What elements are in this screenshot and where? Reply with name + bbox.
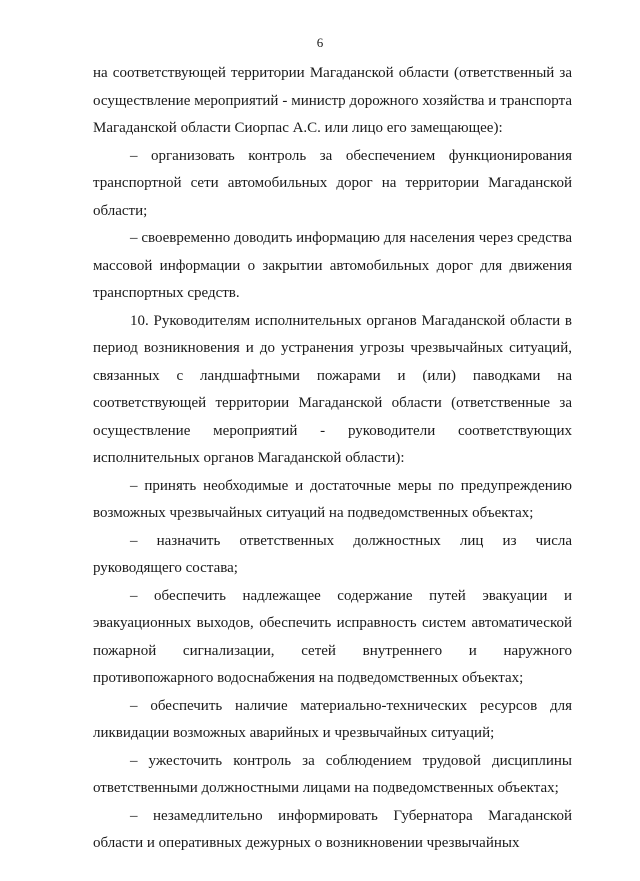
paragraph: – своевременно доводить информацию для населения через средства массовой информации о закрытии автомобильных дорог для движения транспортных средств. bbox=[93, 230, 572, 301]
paragraph: – обеспечить надлежащее содержание путей эвакуации и эвакуационных выходов, обеспечить исправность систем автоматической пожарной сигнализации, сетей внутреннего и наружного противопожарного водоснабжения на подведомственных объектах; bbox=[93, 587, 572, 686]
paragraph: – ужесточить контроль за соблюдением трудовой дисциплины ответственными должностными лицами на подведомственных объектах; bbox=[93, 752, 572, 796]
page-number: 6 bbox=[316, 35, 324, 50]
document-body bbox=[93, 60, 572, 858]
paragraph: – назначить ответственных должностных лиц из числа руководящего состава; bbox=[93, 532, 572, 576]
paragraph: 10. Руководителям исполнительных органов Магаданской области в период возникновения и до устранения угрозы чрезвычайных ситуаций, связанных с ландшафтными пожарами и (или) паводками на соответствующей территории Магаданской области (ответственные за осуществление мероприятий - руководители соответствующих исполнительных органов Магаданской области): bbox=[93, 312, 572, 466]
paragraph: на соответствующей территории Магаданской области (ответственный за осуществление мероприятий - министр дорожного хозяйства и транспорта Магаданской области Сиорпас А.С. или лицо его замещающее): bbox=[93, 65, 572, 136]
paragraph: – незамедлительно информировать Губернатора Магаданской области и оперативных дежурных о возникновении чрезвычайных bbox=[93, 807, 572, 851]
paragraph: – организовать контроль за обеспечением функционирования транспортной сети автомобильных дорог на территории Магаданской области; bbox=[93, 147, 572, 219]
paragraph: – принять необходимые и достаточные меры по предупреждению возможных чрезвычайных ситуаций на подведомственных объектах; bbox=[93, 477, 572, 521]
paragraph: – обеспечить наличие материально-технических ресурсов для ликвидации возможных аварийных и чрезвычайных ситуаций; bbox=[93, 697, 572, 741]
